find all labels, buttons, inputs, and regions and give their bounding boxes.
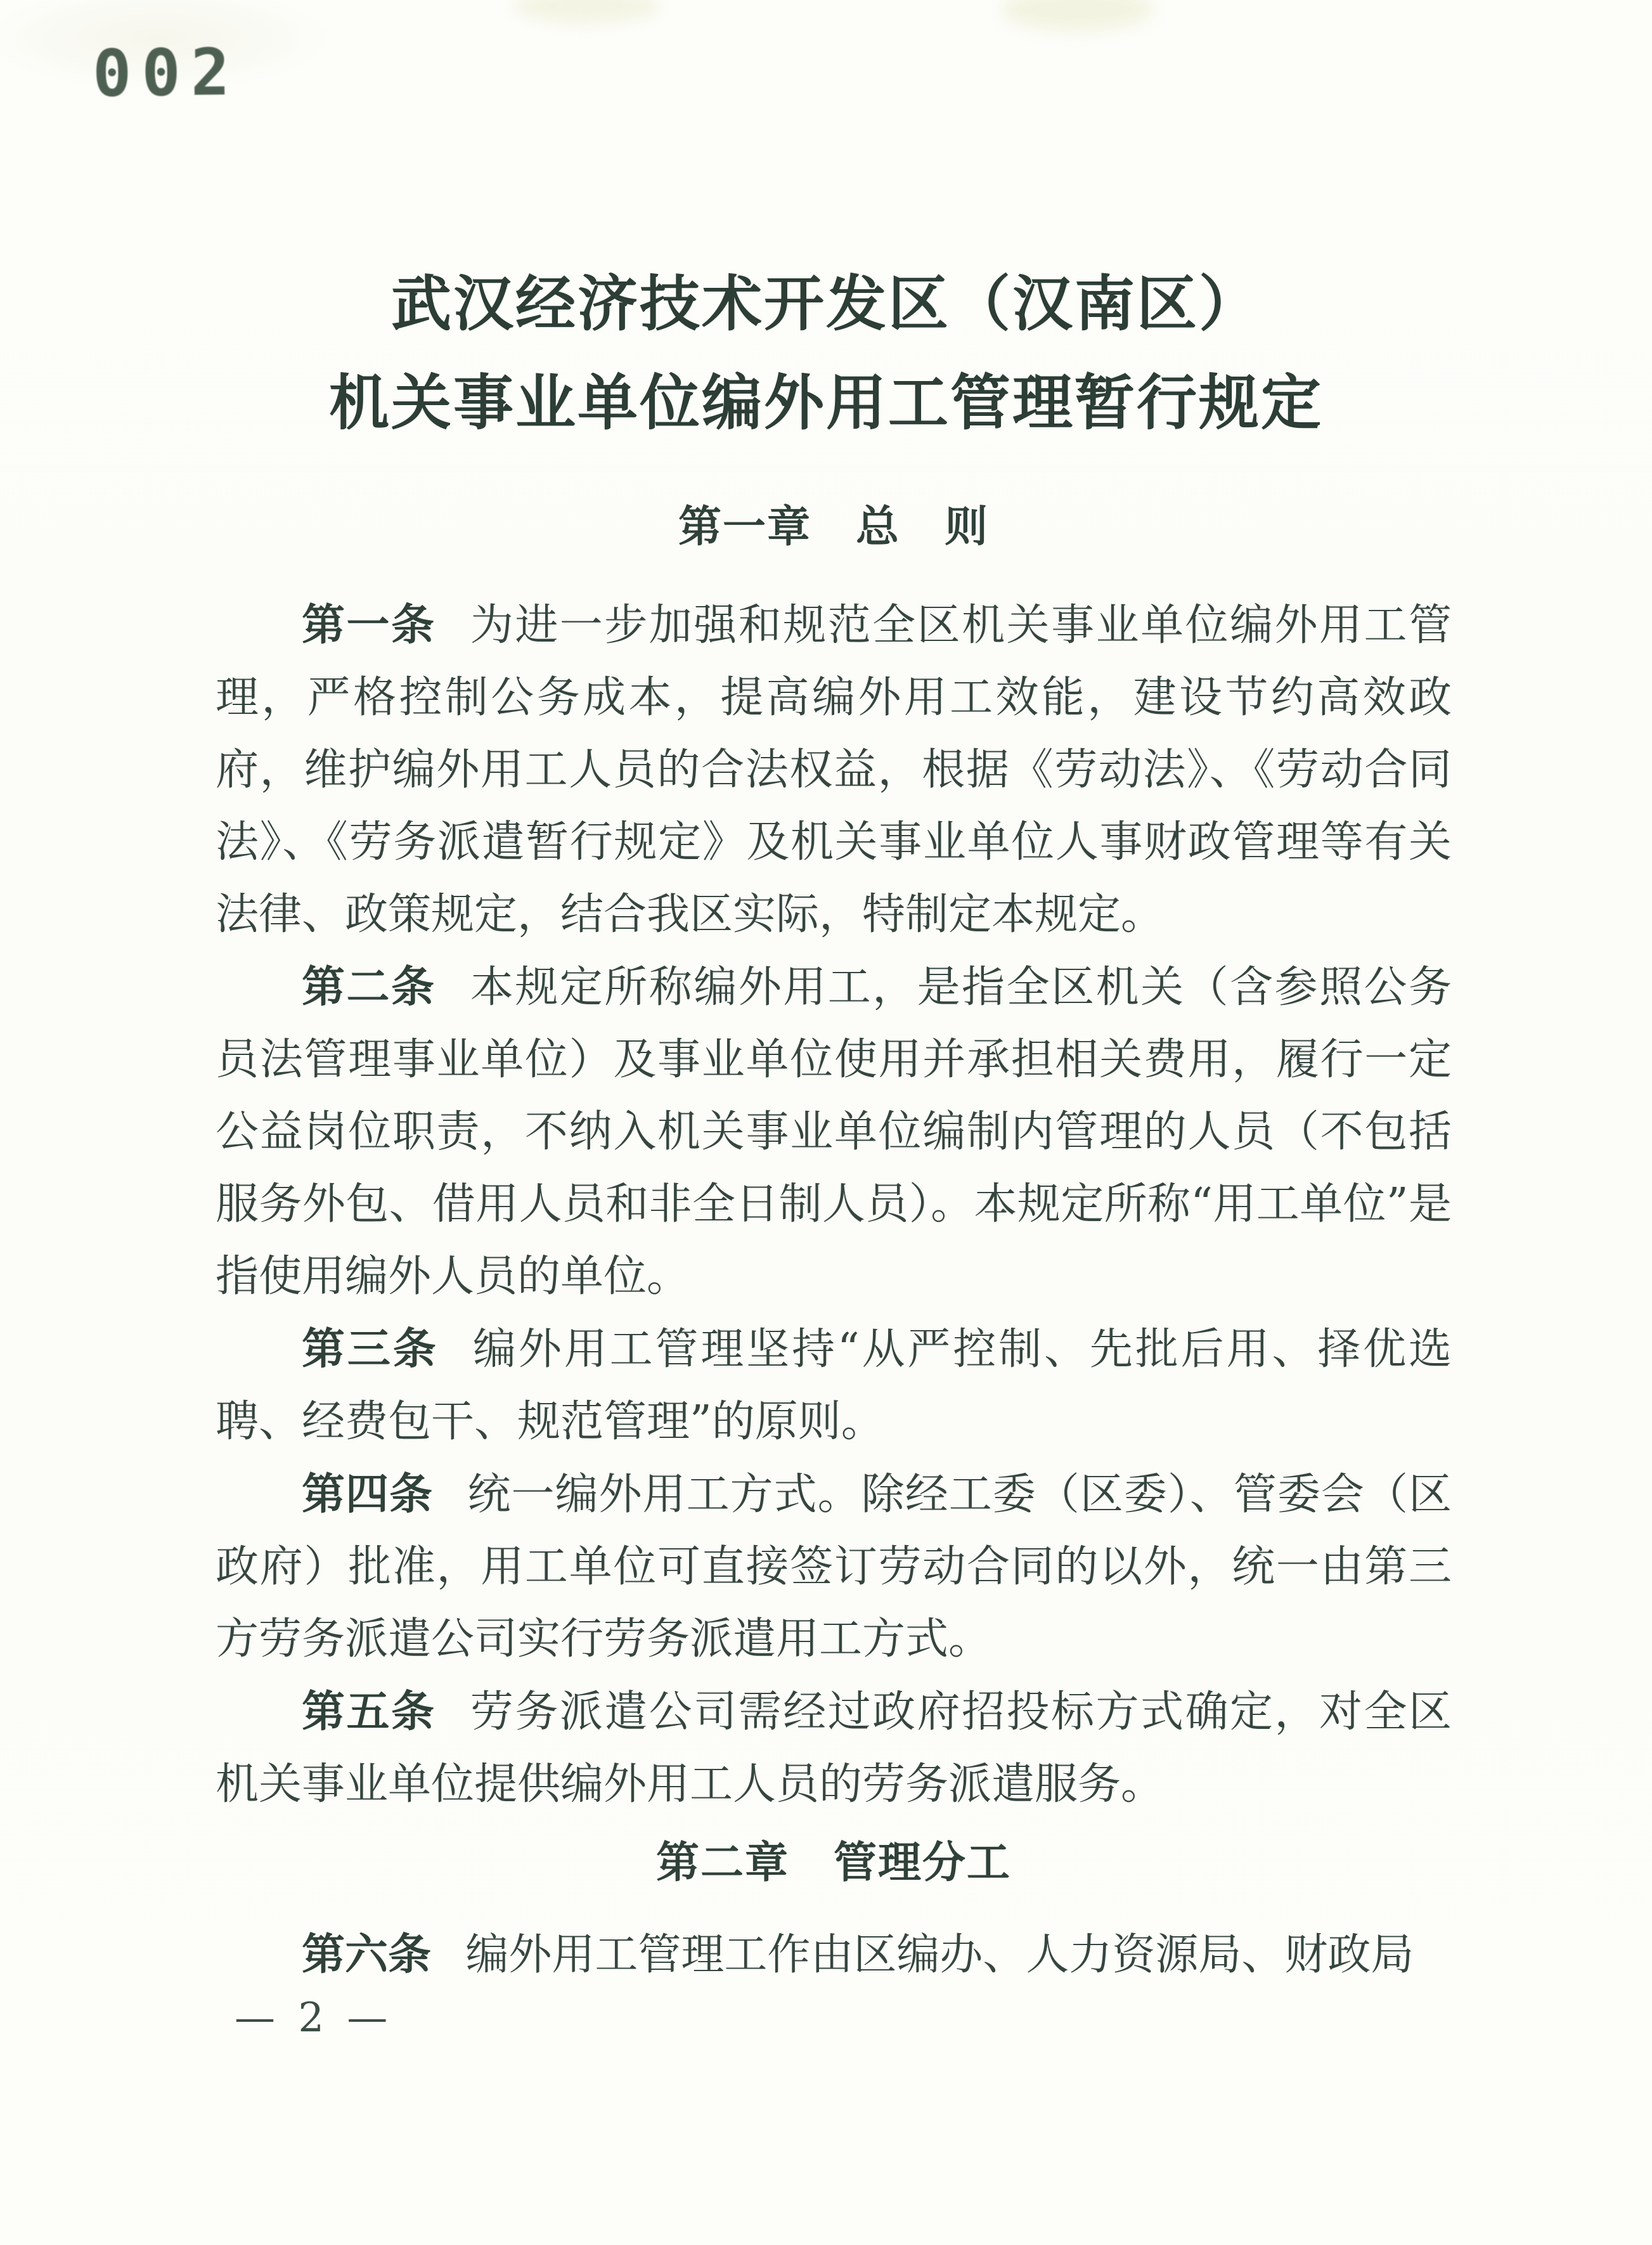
article-6: [216, 1918, 1452, 1991]
article-1-label: 第一条: [302, 600, 436, 650]
article-6-text: 编外用工管理工作由区编办、人力资源局、财政局: [465, 1930, 1414, 1980]
article-5-text: 劳务派遣公司需经过政府招投标方式确定，对全区机关事业单位提供编外用工人员的劳务派遣服务。: [216, 1687, 1452, 1809]
article-2: [216, 951, 1452, 1313]
title-line-1: 武汉经济技术开发区（汉南区）: [390, 269, 1261, 339]
article-4-label: 第四条: [302, 1469, 434, 1520]
article-1: [216, 589, 1452, 951]
article-3-text: 编外用工管理坚持“从严控制、先批后用、择优选聘、经费包干、规范管理”的原则。: [216, 1324, 1452, 1447]
article-5-label: 第五条: [302, 1686, 436, 1737]
title-line-2: 机关事业单位编外用工管理暂行规定: [328, 368, 1323, 438]
article-2-text: 本规定所称编外用工，是指全区机关（含参照公务员法管理事业单位）及事业单位使用并承担相关费用，履行一定公益岗位职责，不纳入机关事业单位编制内管理的人员（不包括服务外包、借用人员和非全日制人员）。本规定所称“用工单位”是指使用编外人员的单位。: [216, 962, 1452, 1302]
article-6-label: 第六条: [302, 1929, 432, 1980]
chapter-2-heading: 第二章 管理分工: [655, 1838, 1011, 1888]
article-4: [216, 1458, 1452, 1676]
article-3: [216, 1313, 1452, 1458]
article-1-text: 为进一步加强和规范全区机关事业单位编外用工管理，严格控制公务成本，提高编外用工效能，建设节约高效政府，维护编外用工人员的合法权益，根据《劳动法》、《劳动合同法》、《劳务派遣暂行规定》及机关事业单位人事财政管理等有关法律、政策规定，结合我区实际，特制定本规定。: [216, 600, 1452, 940]
scan-smudge: [1002, 0, 1154, 32]
article-4-text: 统一编外用工方式。除经工委（区委）、管委会（区政府）批准，用工单位可直接签订劳动合同的以外，统一由第三方劳务派遣公司实行劳务派遣用工方式。: [216, 1470, 1452, 1664]
chapter-1-heading: 第一章 总 则: [678, 502, 989, 552]
page-stamp-number: 002: [92, 34, 240, 112]
document-title: [0, 255, 1652, 453]
document-body: [216, 491, 1452, 1991]
article-2-label: 第二条: [302, 962, 436, 1013]
article-5: [216, 1676, 1452, 1821]
article-3-label: 第三条: [302, 1324, 439, 1375]
scan-smudge: [513, 0, 659, 23]
page-number: — 2 —: [235, 1995, 393, 2041]
